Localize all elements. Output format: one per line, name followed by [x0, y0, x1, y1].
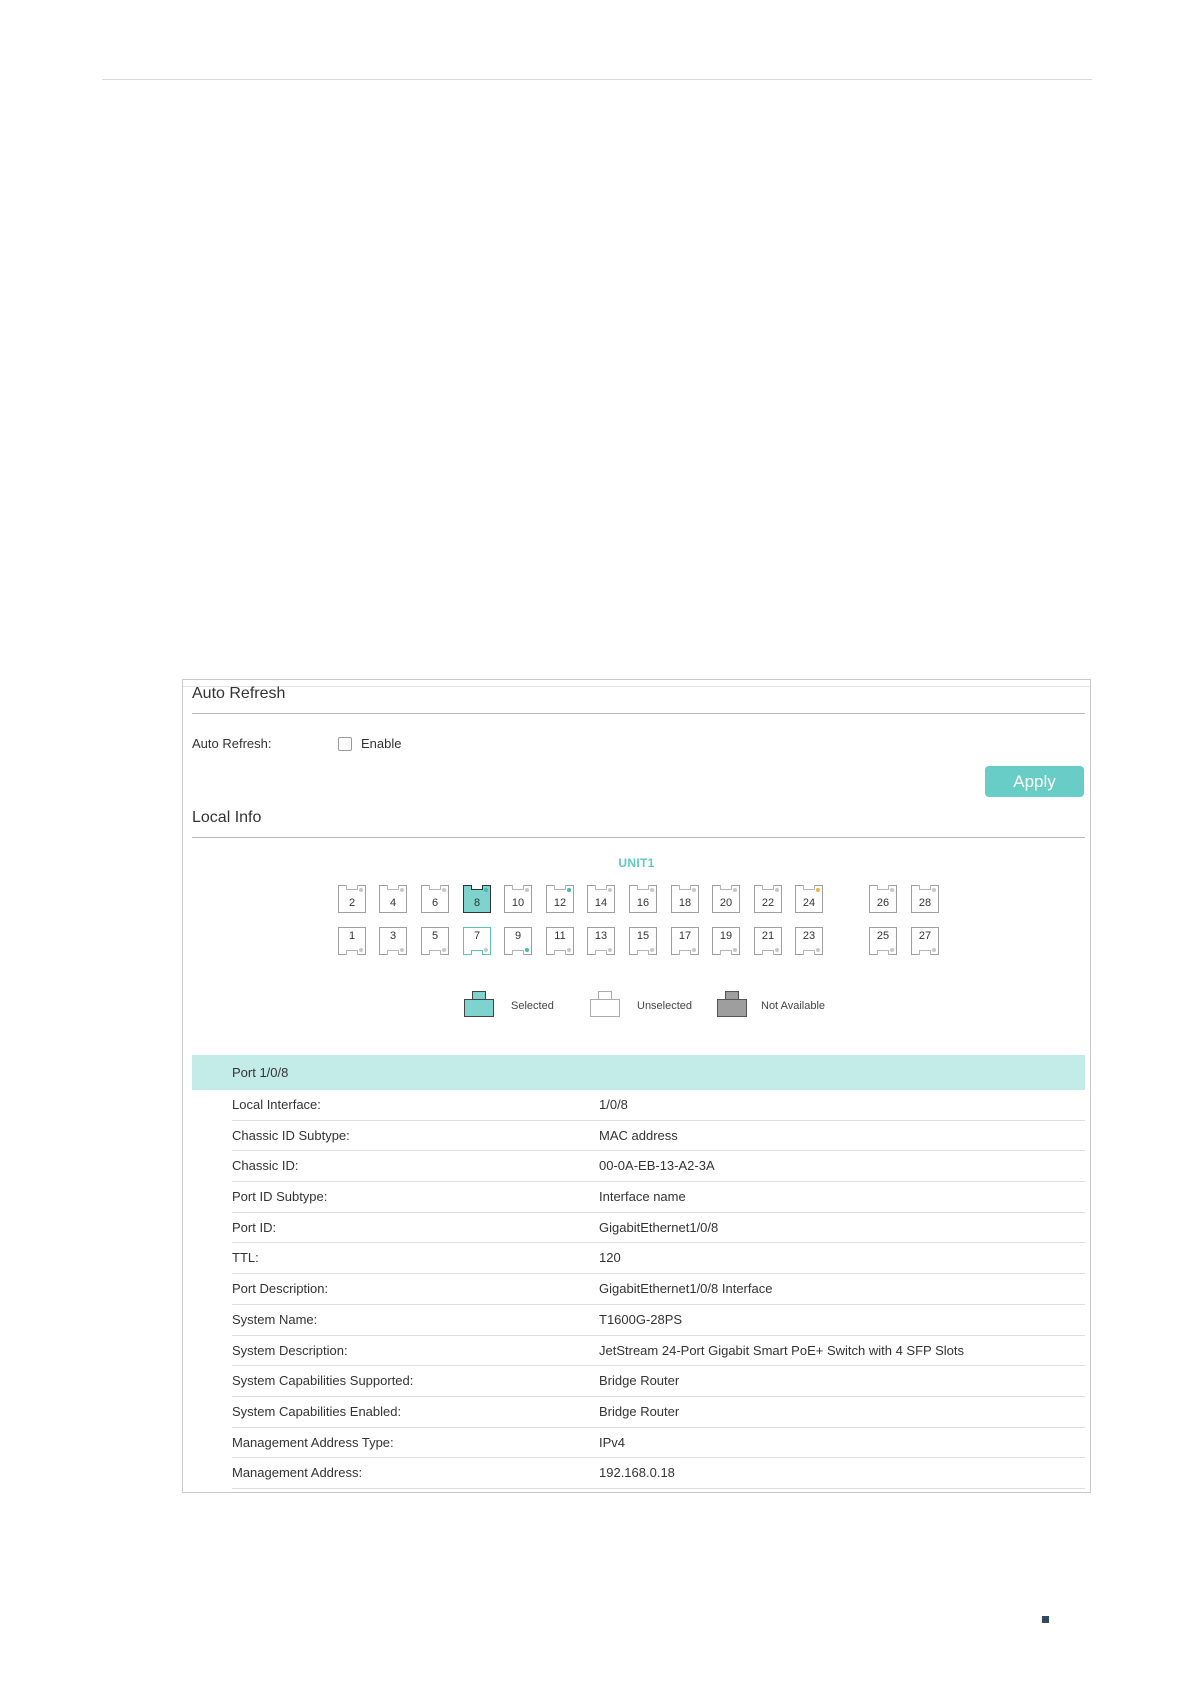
port-9[interactable]	[504, 927, 532, 955]
page-marker	[1042, 1616, 1049, 1623]
row-key: System Capabilities Supported:	[232, 1373, 414, 1389]
port-4[interactable]	[379, 885, 407, 913]
port-notch	[554, 950, 566, 955]
port-notch	[346, 950, 358, 955]
row-value: 120	[599, 1250, 621, 1266]
port-status-led	[692, 948, 696, 952]
port-status-led	[775, 888, 779, 892]
legend-unselected-label: Unselected	[637, 1000, 693, 1012]
port-notch	[877, 885, 889, 890]
port-25[interactable]	[869, 927, 897, 955]
table-row	[192, 1090, 1085, 1121]
port-status-led	[890, 888, 894, 892]
local-info-divider	[192, 837, 1085, 838]
port-status-led	[400, 948, 404, 952]
table-row	[192, 1397, 1085, 1428]
port-status-led	[442, 888, 446, 892]
port-notch	[595, 885, 607, 890]
legend-selected-label: Selected	[511, 1000, 554, 1012]
port-status-led	[525, 948, 529, 952]
port-notch	[803, 885, 815, 890]
port-notch	[877, 950, 889, 955]
port-notch	[637, 885, 649, 890]
port-number: 18	[678, 897, 692, 909]
port-2[interactable]	[338, 885, 366, 913]
port-notch	[471, 950, 483, 955]
local-info-section-title: Local Info	[192, 809, 262, 826]
port-notch	[679, 885, 691, 890]
port-status-led	[442, 948, 446, 952]
row-value: MAC address	[599, 1127, 678, 1143]
port-26[interactable]	[869, 885, 897, 913]
port-number: 10	[511, 897, 525, 909]
port-number: 19	[719, 930, 733, 942]
row-key: Management Address Type:	[232, 1434, 394, 1450]
port-notch	[919, 885, 931, 890]
port-24[interactable]	[795, 885, 823, 913]
row-key: System Description:	[232, 1342, 348, 1358]
port-number: 15	[636, 930, 650, 942]
port-status-led	[567, 888, 571, 892]
port-number: 20	[719, 897, 733, 909]
port-5[interactable]	[421, 927, 449, 955]
row-key: Chassic ID Subtype:	[232, 1127, 350, 1143]
port-status-led	[890, 948, 894, 952]
port-status-led	[567, 948, 571, 952]
port-notch	[919, 950, 931, 955]
auto-refresh-enable-checkbox[interactable]	[338, 737, 352, 751]
port-notch	[387, 950, 399, 955]
table-row	[192, 1243, 1085, 1274]
port-27[interactable]	[911, 927, 939, 955]
port-number: 24	[802, 897, 816, 909]
table-row	[192, 1151, 1085, 1182]
row-value: Bridge Router	[599, 1373, 680, 1389]
legend-unselected-icon	[590, 991, 620, 1017]
port-notch	[554, 885, 566, 890]
port-number: 11	[554, 930, 566, 942]
row-key: Port ID Subtype:	[232, 1189, 328, 1205]
port-6[interactable]	[421, 885, 449, 913]
port-number: 8	[473, 897, 481, 909]
port-notch	[720, 885, 732, 890]
port-7[interactable]	[463, 927, 491, 955]
port-status-led	[359, 888, 363, 892]
table-row	[192, 1458, 1085, 1489]
port-14[interactable]	[587, 885, 615, 913]
neighbor-info-table	[192, 1055, 1085, 1489]
port-28[interactable]	[911, 885, 939, 913]
port-number: 5	[431, 930, 439, 942]
port-number: 13	[594, 930, 608, 942]
port-17[interactable]	[671, 927, 699, 955]
table-row	[192, 1121, 1085, 1152]
port-status-led	[359, 948, 363, 952]
port-number: 7	[473, 930, 481, 942]
port-21[interactable]	[754, 927, 782, 955]
auto-refresh-enable-label[interactable]: Enable	[361, 736, 402, 751]
row-value: IPv4	[599, 1434, 626, 1450]
port-notch	[803, 950, 815, 955]
port-status-led	[932, 888, 936, 892]
row-divider	[232, 1488, 1085, 1489]
unit-label: UNIT1	[618, 856, 655, 870]
row-key: TTL:	[232, 1250, 259, 1266]
port-number: 3	[389, 930, 397, 942]
port-status-led	[816, 888, 820, 892]
table-row	[192, 1336, 1085, 1367]
auto-refresh-section-title: Auto Refresh	[192, 685, 286, 702]
port-number: 17	[678, 930, 692, 942]
row-key: System Capabilities Enabled:	[232, 1403, 402, 1419]
port-3[interactable]	[379, 927, 407, 955]
port-number: 28	[918, 897, 932, 909]
port-number: 4	[389, 897, 397, 909]
table-row	[192, 1428, 1085, 1459]
port-23[interactable]	[795, 927, 823, 955]
port-status-led	[932, 948, 936, 952]
port-notch	[762, 950, 774, 955]
row-key: System Name:	[232, 1311, 318, 1327]
table-header-row	[192, 1055, 1085, 1090]
row-value: T1600G-28PS	[599, 1311, 683, 1327]
row-value: GigabitEthernet1/0/8	[599, 1219, 719, 1235]
port-status-led	[608, 888, 612, 892]
port-notch	[471, 885, 483, 890]
legend-not-available-icon	[717, 991, 747, 1017]
port-status-led	[650, 948, 654, 952]
row-value: 00-0A-EB-13-A2-3A	[599, 1158, 715, 1174]
table-row	[192, 1182, 1085, 1213]
row-value: 192.168.0.18	[599, 1465, 675, 1481]
legend-selected-icon	[464, 991, 494, 1017]
port-notch	[512, 885, 524, 890]
port-number: 9	[514, 930, 522, 942]
port-status-led	[484, 948, 488, 952]
port-status-led	[484, 888, 488, 892]
port-notch	[346, 885, 358, 890]
panel-top-border	[183, 686, 1090, 687]
port-number: 12	[553, 897, 567, 909]
port-12[interactable]	[546, 885, 574, 913]
port-status-led	[733, 888, 737, 892]
legend-not-available-label: Not Available	[761, 1000, 826, 1012]
port-status-led	[816, 948, 820, 952]
port-number: 21	[761, 930, 775, 942]
port-1[interactable]	[338, 927, 366, 955]
port-notch	[762, 885, 774, 890]
port-notch	[637, 950, 649, 955]
row-value: JetStream 24-Port Gigabit Smart PoE+ Switch with 4 SFP Slots	[599, 1342, 964, 1358]
port-number: 16	[636, 897, 650, 909]
lldp-neighbor-panel	[182, 679, 1091, 1493]
port-notch	[429, 950, 441, 955]
row-key: Port ID:	[232, 1219, 277, 1235]
row-key: Management Address:	[232, 1465, 363, 1481]
table-body	[192, 1090, 1085, 1489]
port-19[interactable]	[712, 927, 740, 955]
port-notch	[720, 950, 732, 955]
port-status-led	[608, 948, 612, 952]
port-status-led	[650, 888, 654, 892]
row-key: Port Description:	[232, 1281, 329, 1297]
port-number: 2	[348, 897, 356, 909]
table-header-port: Port 1/0/8	[232, 1065, 289, 1080]
port-number: 26	[876, 897, 890, 909]
row-value: Interface name	[599, 1189, 686, 1205]
port-11[interactable]	[546, 927, 574, 955]
port-number: 1	[348, 930, 356, 942]
auto-refresh-label: Auto Refresh:	[192, 736, 272, 751]
apply-button[interactable]: Apply	[985, 766, 1084, 797]
port-22[interactable]	[754, 885, 782, 913]
port-status-led	[733, 948, 737, 952]
port-notch	[595, 950, 607, 955]
port-number: 25	[876, 930, 890, 942]
port-number: 22	[761, 897, 775, 909]
row-value: 1/0/8	[599, 1097, 628, 1112]
port-number: 27	[918, 930, 932, 942]
port-status-led	[692, 888, 696, 892]
table-row	[192, 1366, 1085, 1397]
port-status-led	[400, 888, 404, 892]
port-16[interactable]	[629, 885, 657, 913]
port-15[interactable]	[629, 927, 657, 955]
table-row	[192, 1305, 1085, 1336]
port-status-led	[525, 888, 529, 892]
port-notch	[679, 950, 691, 955]
port-number: 23	[802, 930, 816, 942]
port-status-led	[775, 948, 779, 952]
port-18[interactable]	[671, 885, 699, 913]
port-notch	[512, 950, 524, 955]
port-10[interactable]	[504, 885, 532, 913]
table-row	[192, 1274, 1085, 1305]
port-20[interactable]	[712, 885, 740, 913]
row-key: Chassic ID:	[232, 1158, 299, 1174]
port-notch	[387, 885, 399, 890]
row-value: Bridge Router	[599, 1403, 680, 1419]
port-number: 14	[594, 897, 608, 909]
port-number: 6	[431, 897, 439, 909]
auto-refresh-divider	[192, 713, 1085, 714]
row-key: Local Interface:	[232, 1097, 321, 1112]
port-notch	[429, 885, 441, 890]
port-13[interactable]	[587, 927, 615, 955]
page-header-rule	[102, 79, 1092, 80]
row-value: GigabitEthernet1/0/8 Interface	[599, 1281, 773, 1297]
port-8[interactable]	[463, 885, 491, 913]
table-row	[192, 1213, 1085, 1244]
